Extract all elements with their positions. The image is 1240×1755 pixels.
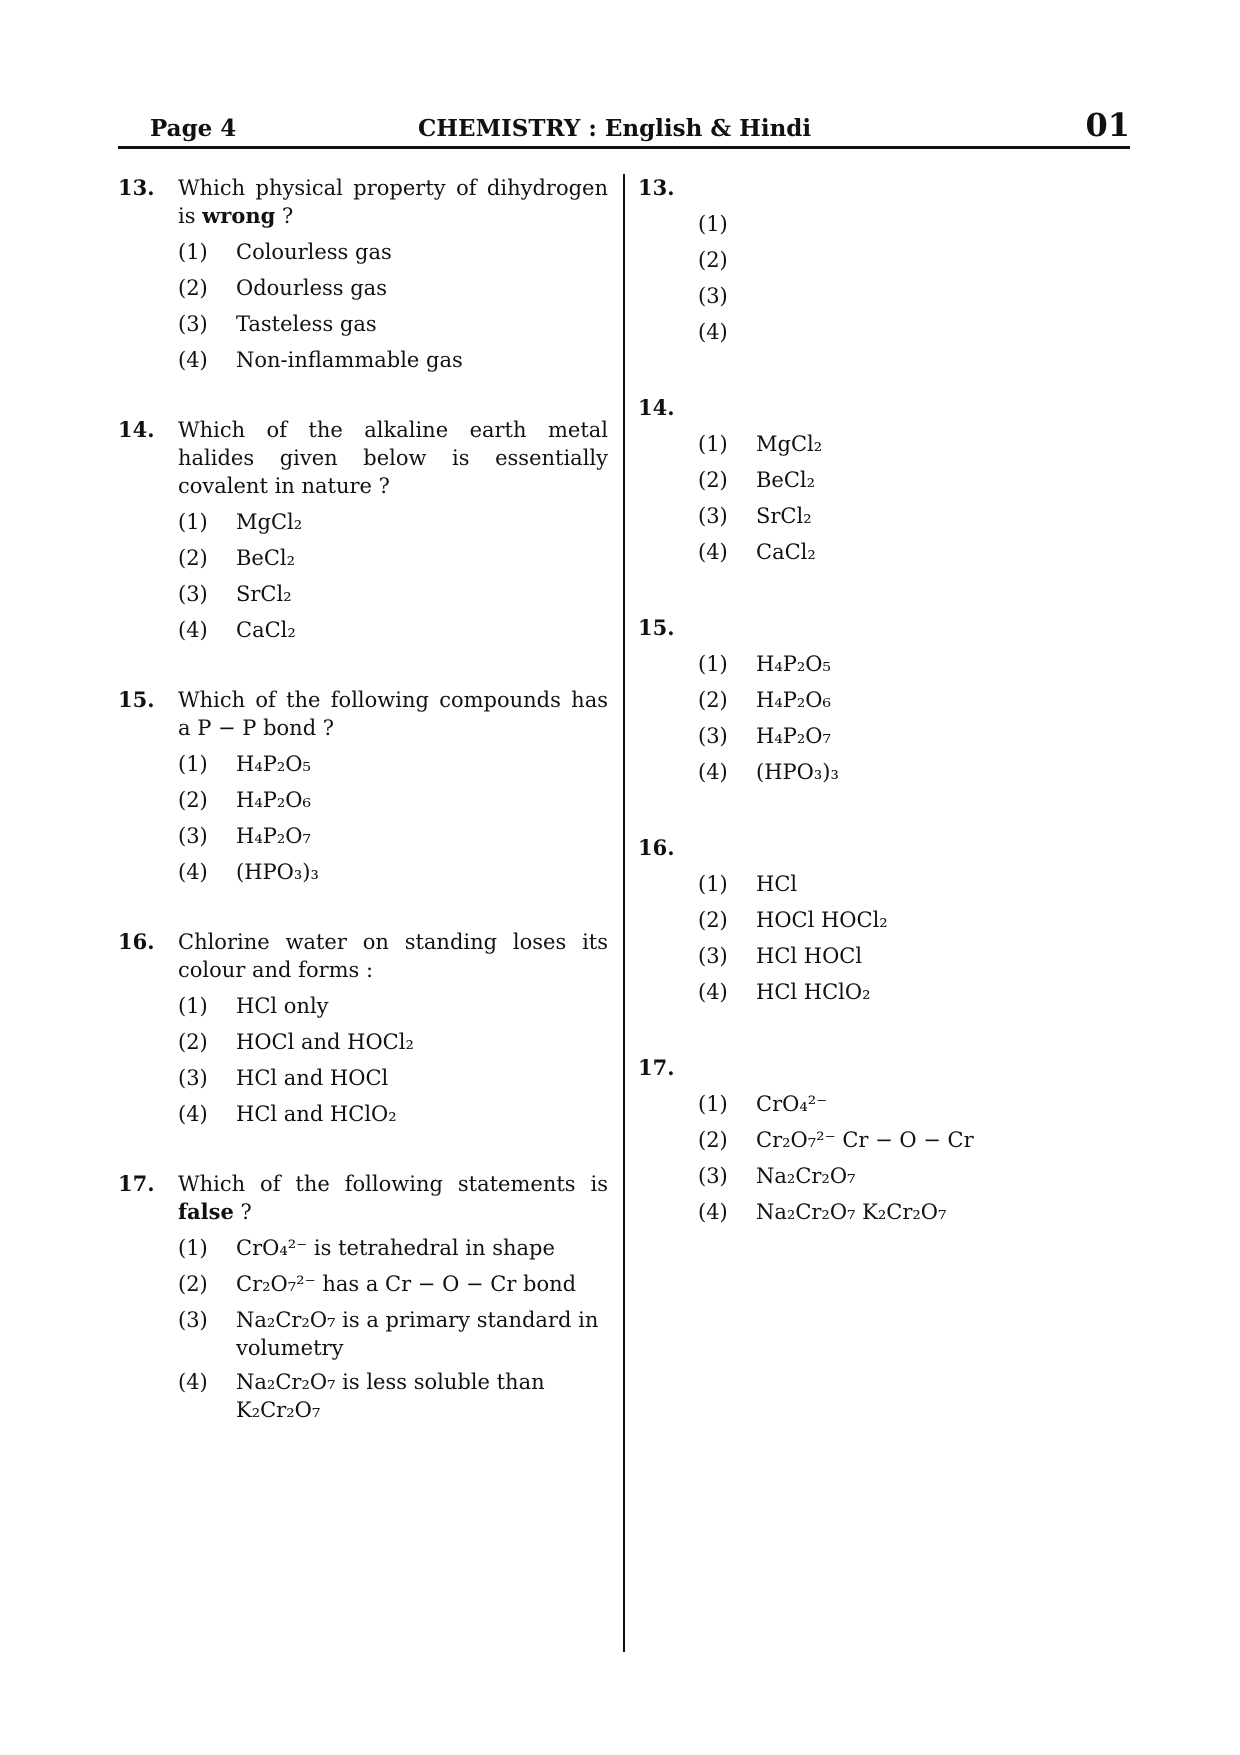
column-divider — [623, 174, 625, 1652]
question-item — [118, 686, 608, 888]
option-list — [178, 508, 608, 646]
question-item — [118, 928, 608, 1130]
option-item — [698, 722, 1132, 752]
option-item — [178, 1100, 608, 1130]
question-item — [118, 1170, 608, 1424]
option-item — [698, 502, 1132, 532]
option-number: (4) — [178, 860, 208, 884]
stem-text: Which of the following compounds has a P − P bond ? — [178, 688, 608, 740]
option-number: (4) — [698, 760, 728, 784]
option-number: (3) — [698, 504, 728, 528]
option-item — [698, 430, 1132, 460]
question-stem — [178, 416, 608, 500]
question-item — [638, 174, 1132, 348]
question-item — [118, 416, 608, 646]
question-number: 16. — [638, 835, 675, 860]
option-text: Na₂Cr₂O₇ is a primary standard in volumetry — [236, 1308, 599, 1360]
question-number: 17. — [118, 1171, 155, 1196]
option-list — [698, 210, 1132, 348]
option-number: (3) — [178, 1308, 208, 1332]
option-list — [178, 750, 608, 888]
option-text: Cr₂O₇²⁻ has a Cr − O − Cr bond — [236, 1272, 577, 1296]
option-item — [698, 318, 1132, 348]
option-item — [698, 1126, 1132, 1156]
option-number: (1) — [698, 1092, 728, 1116]
option-text: H₄P₂O₅ — [236, 752, 311, 776]
option-text: HOCl and HOCl₂ — [236, 1030, 414, 1054]
option-text: Colourless gas — [236, 240, 392, 264]
option-item — [178, 238, 608, 268]
question-stem — [698, 394, 1132, 422]
option-number: (3) — [178, 582, 208, 606]
option-item — [178, 1064, 608, 1094]
option-number: (2) — [698, 908, 728, 932]
option-number: (1) — [178, 1236, 208, 1260]
option-number: (2) — [698, 248, 728, 272]
option-item — [698, 246, 1132, 276]
option-list — [698, 650, 1132, 788]
stem-text: Chlorine water on standing loses its colour and forms : — [178, 930, 608, 982]
option-text: HCl HOCl — [756, 944, 863, 968]
option-list — [698, 430, 1132, 568]
option-text: CaCl₂ — [756, 540, 816, 564]
question-number: 16. — [118, 929, 155, 954]
option-number: (1) — [698, 212, 728, 236]
option-text: (HPO₃)₃ — [236, 860, 319, 884]
stem-emphasis: false — [178, 1199, 234, 1224]
option-number: (4) — [698, 320, 728, 344]
question-stem — [178, 1170, 608, 1226]
stem-text-end: ? — [275, 204, 294, 228]
option-list — [698, 870, 1132, 1008]
option-list — [178, 238, 608, 376]
question-stem — [698, 174, 1132, 202]
option-item — [698, 906, 1132, 936]
option-list — [178, 992, 608, 1130]
question-item — [118, 174, 608, 376]
option-item — [178, 274, 608, 304]
option-number: (1) — [178, 240, 208, 264]
question-stem — [698, 614, 1132, 642]
option-item — [178, 750, 608, 780]
option-text: CaCl₂ — [236, 618, 296, 642]
option-number: (1) — [698, 432, 728, 456]
option-number: (2) — [698, 468, 728, 492]
question-number: 15. — [118, 687, 155, 712]
option-item — [178, 616, 608, 646]
option-text: Non-inflammable gas — [236, 348, 463, 372]
hindi-column — [638, 174, 1132, 1274]
option-item — [698, 210, 1132, 240]
page-header — [118, 108, 1130, 148]
option-item — [178, 992, 608, 1022]
option-text: HCl — [756, 872, 798, 896]
option-number: (2) — [178, 788, 208, 812]
question-item — [638, 834, 1132, 1008]
option-number: (4) — [178, 348, 208, 372]
option-item — [178, 310, 608, 340]
option-text: SrCl₂ — [756, 504, 812, 528]
option-number: (4) — [178, 618, 208, 642]
option-item — [178, 1368, 608, 1424]
option-item — [178, 346, 608, 376]
question-number: 13. — [638, 175, 675, 200]
option-number: (1) — [698, 872, 728, 896]
option-text: (HPO₃)₃ — [756, 760, 839, 784]
stem-text: Which of the following statements is — [178, 1172, 608, 1196]
option-item — [178, 544, 608, 574]
option-number: (1) — [698, 652, 728, 676]
option-text: H₄P₂O₇ — [756, 724, 831, 748]
option-text: H₄P₂O₇ — [236, 824, 311, 848]
option-item — [698, 538, 1132, 568]
option-number: (2) — [178, 546, 208, 570]
option-item — [178, 858, 608, 888]
paper-title: CHEMISTRY : English & Hindi — [418, 115, 812, 142]
paper-code: 01 — [1085, 106, 1130, 144]
option-number: (4) — [178, 1102, 208, 1126]
option-number: (3) — [698, 284, 728, 308]
option-item — [698, 942, 1132, 972]
stem-text-end: ? — [233, 1200, 252, 1224]
option-number: (2) — [178, 276, 208, 300]
option-text: BeCl₂ — [756, 468, 816, 492]
page-number: Page 4 — [150, 115, 237, 142]
question-stem — [698, 1054, 1132, 1082]
option-text: H₄P₂O₆ — [236, 788, 311, 812]
option-item — [698, 686, 1132, 716]
option-number: (3) — [178, 824, 208, 848]
option-text: HOCl HOCl₂ — [756, 908, 888, 932]
stem-emphasis: wrong — [202, 203, 276, 228]
option-number: (2) — [698, 688, 728, 712]
option-item — [178, 822, 608, 852]
question-stem — [178, 174, 608, 230]
english-column — [118, 174, 608, 1464]
option-item — [698, 870, 1132, 900]
option-number: (1) — [178, 510, 208, 534]
option-text: Na₂Cr₂O₇ — [756, 1164, 856, 1188]
option-item — [178, 1306, 608, 1362]
option-item — [698, 1090, 1132, 1120]
option-item — [178, 1234, 608, 1264]
option-text: HCl HClO₂ — [756, 980, 871, 1004]
option-text: Na₂Cr₂O₇ K₂Cr₂O₇ — [756, 1200, 947, 1224]
option-number: (2) — [698, 1128, 728, 1152]
question-number: 14. — [638, 395, 675, 420]
option-text: BeCl₂ — [236, 546, 296, 570]
option-number: (2) — [178, 1030, 208, 1054]
question-item — [638, 1054, 1132, 1228]
option-number: (4) — [698, 540, 728, 564]
option-list — [178, 1234, 608, 1424]
option-text: Na₂Cr₂O₇ is less soluble than K₂Cr₂O₇ — [236, 1370, 545, 1422]
header-rule — [118, 146, 1130, 149]
option-text: MgCl₂ — [756, 432, 823, 456]
question-stem — [698, 834, 1132, 862]
option-text: Cr₂O₇²⁻ Cr − O − Cr — [756, 1128, 974, 1152]
option-number: (3) — [698, 1164, 728, 1188]
option-text: MgCl₂ — [236, 510, 303, 534]
question-item — [638, 394, 1132, 568]
option-item — [178, 1028, 608, 1058]
question-number: 17. — [638, 1055, 675, 1080]
option-item — [698, 1162, 1132, 1192]
option-text: HCl only — [236, 994, 329, 1018]
option-item — [178, 508, 608, 538]
option-text: CrO₄²⁻ — [756, 1092, 828, 1116]
option-item — [698, 758, 1132, 788]
option-text: HCl and HOCl — [236, 1066, 389, 1090]
option-list — [698, 1090, 1132, 1228]
option-text: HCl and HClO₂ — [236, 1102, 397, 1126]
question-item — [638, 614, 1132, 788]
option-text: Tasteless gas — [236, 312, 377, 336]
option-item — [698, 466, 1132, 496]
option-number: (4) — [698, 980, 728, 1004]
option-item — [698, 282, 1132, 312]
option-number: (3) — [178, 1066, 208, 1090]
option-number: (1) — [178, 752, 208, 776]
question-number: 15. — [638, 615, 675, 640]
option-number: (3) — [698, 944, 728, 968]
option-item — [698, 978, 1132, 1008]
option-number: (2) — [178, 1272, 208, 1296]
stem-text: Which physical property of dihydrogen is — [178, 176, 608, 228]
option-number: (1) — [178, 994, 208, 1018]
option-item — [178, 1270, 608, 1300]
option-number: (4) — [698, 1200, 728, 1224]
option-number: (4) — [178, 1370, 208, 1394]
option-text: Odourless gas — [236, 276, 387, 300]
option-text: SrCl₂ — [236, 582, 292, 606]
question-number: 13. — [118, 175, 155, 200]
option-item — [698, 1198, 1132, 1228]
option-item — [698, 650, 1132, 680]
question-number: 14. — [118, 417, 155, 442]
option-text: CrO₄²⁻ is tetrahedral in shape — [236, 1236, 555, 1260]
option-item — [178, 786, 608, 816]
option-number: (3) — [698, 724, 728, 748]
stem-text: Which of the alkaline earth metal halides given below is essentially covalent in nature ? — [178, 418, 608, 498]
option-text: H₄P₂O₆ — [756, 688, 831, 712]
option-item — [178, 580, 608, 610]
question-stem — [178, 686, 608, 742]
option-number: (3) — [178, 312, 208, 336]
question-stem — [178, 928, 608, 984]
option-text: H₄P₂O₅ — [756, 652, 831, 676]
